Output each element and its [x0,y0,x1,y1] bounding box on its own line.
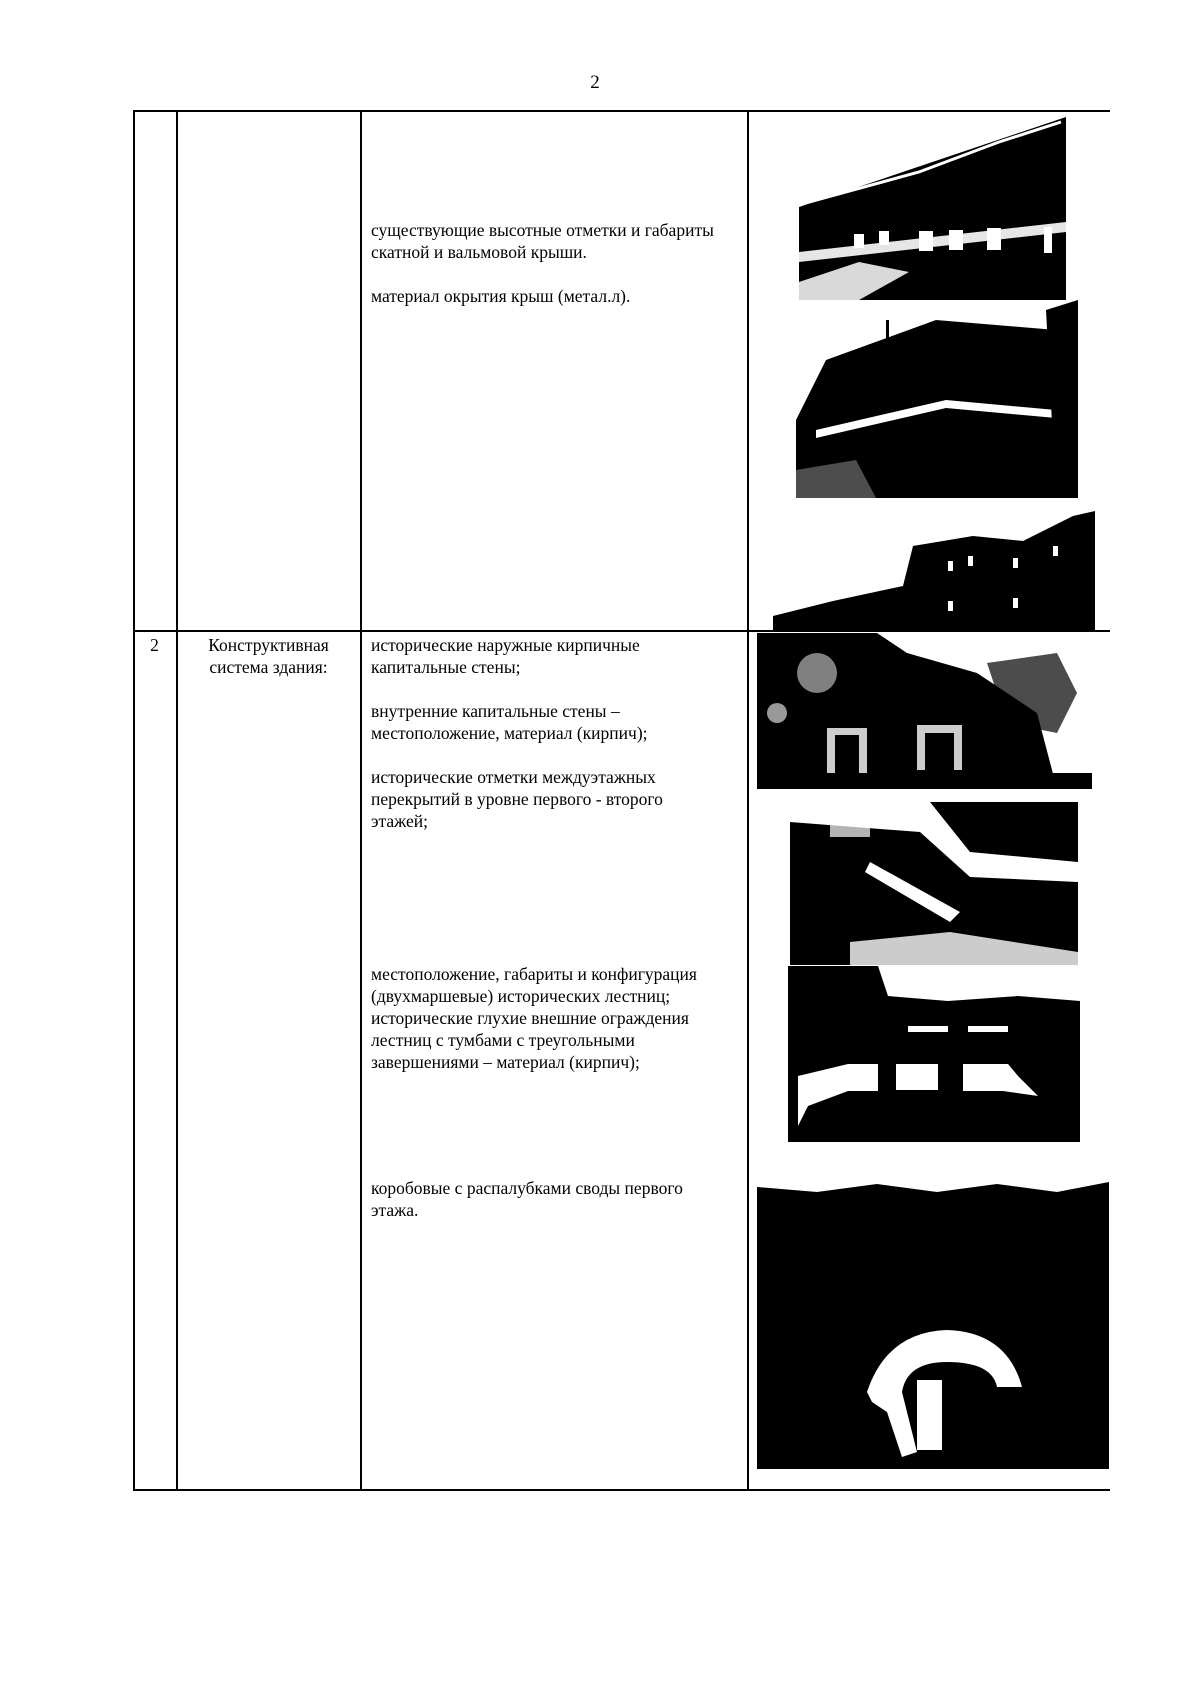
page-number: 2 [590,72,600,93]
staircase-railing-photo [788,966,1080,1142]
vault-photo [757,1162,1109,1469]
description-paragraph: местоположение, габариты и конфигурация (двухмаршевые) исторических лестниц; исторические глухие внешние ограждения лестниц с тумбами с треугольными завершениями – материал (кирпич); [371,964,697,1072]
table-border-bottom [133,1489,1110,1491]
description-paragraph: существующие высотные отметки и габариты скатной и вальмовой крыши. [371,220,714,262]
courtyard-facade-photo [757,633,1092,789]
description-paragraph: коробовые с распалубками своды первого этажа. [371,1178,683,1220]
building-corner-photo [796,300,1078,498]
building-roofline-photo [773,506,1095,630]
description-paragraph: внутренние капитальные стены – местоположение, материал (кирпич); [371,701,648,743]
staircase-photo [790,802,1078,965]
building-facade-photo [799,112,1066,300]
row-number: 2 [150,635,159,655]
table-border-col3 [747,110,749,1491]
row-description [371,219,743,307]
row-description [371,634,743,1221]
table-border-col1 [176,110,178,1491]
table-border-left [133,110,135,1491]
description-paragraph: исторические наружные кирпичные капитальные стены; [371,635,640,677]
table-border-row [133,630,1110,632]
table-border-col2 [360,110,362,1491]
row-name: Конструктивная система здания: [208,635,329,677]
description-paragraph: материал окрытия крыш (метал.л). [371,286,631,306]
description-paragraph: исторические отметки междуэтажных перекрытий в уровне первого - второго этажей; [371,767,663,831]
